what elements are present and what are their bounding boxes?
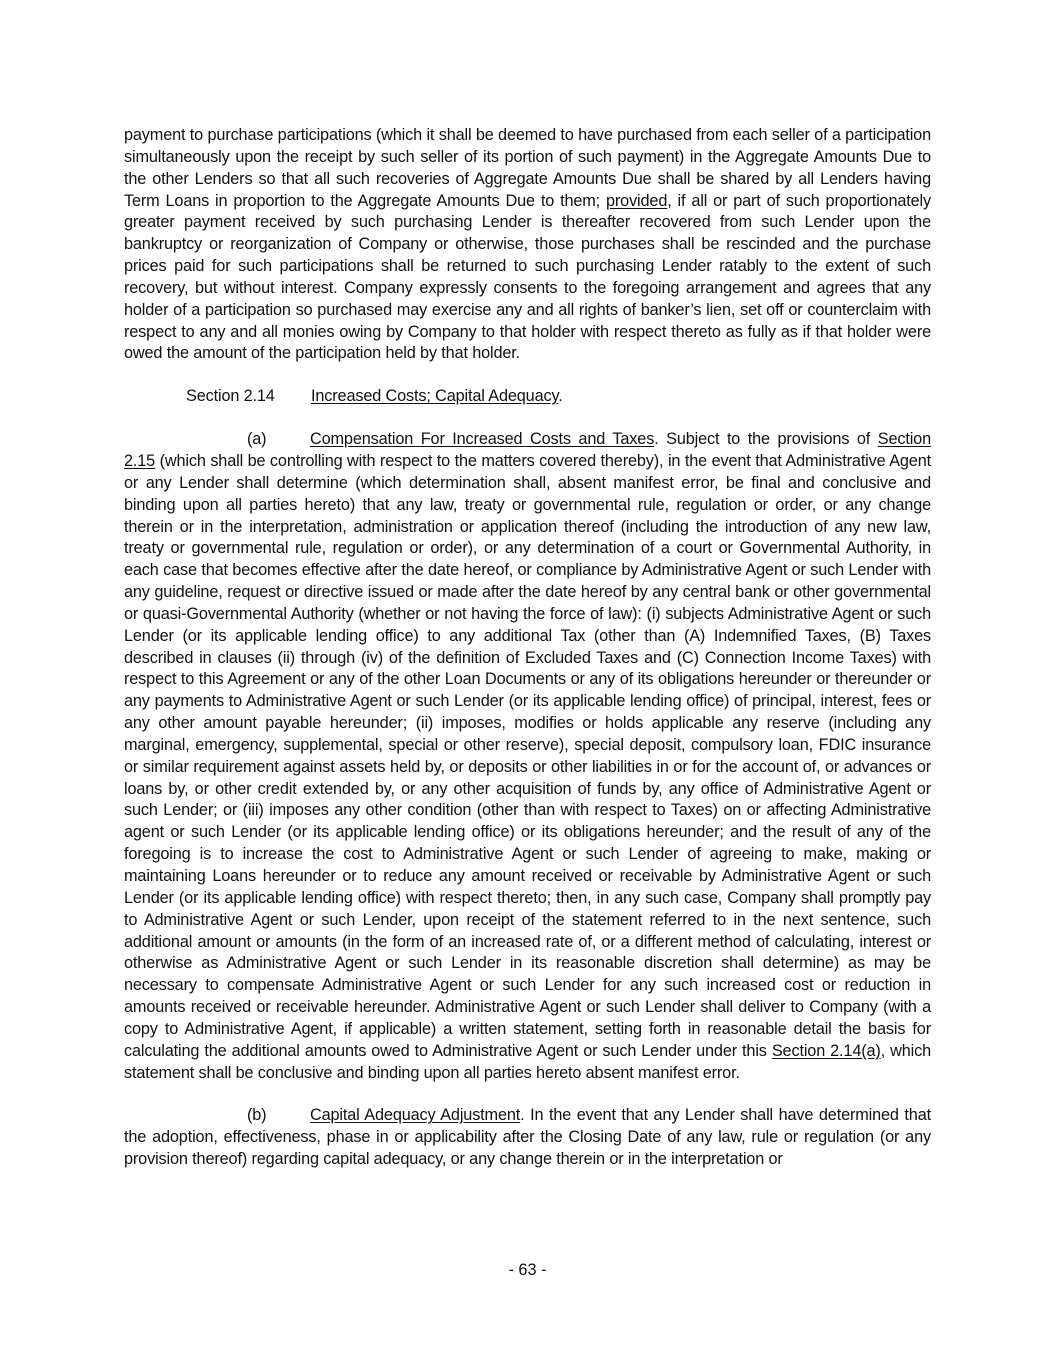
subsection-b-body: . In the event that any Lender shall have determined that the adoption, effectiveness, phase in or applicability after the Closing Date of any law, rule or regulation (or any provision thereof) regarding capital adequacy, or any change therein or in the interpretation or <box>124 1106 931 1169</box>
provided-term: provided <box>605 191 668 210</box>
section-title: Increased Costs; Capital Adequacy <box>311 387 559 406</box>
subsection-a-body-end: , which statement shall be conclusive and binding upon all parties hereto absent manifest error. <box>124 1041 931 1082</box>
subsection-a <box>124 429 931 1084</box>
subsection-a-lead: . Subject to the provisions of <box>654 430 878 449</box>
section-title-period: . <box>558 387 563 406</box>
subsection-a-label: (a) <box>247 430 267 449</box>
page-number: - 63 - <box>508 1261 547 1279</box>
section-heading <box>124 386 931 408</box>
subsection-a-heading: Compensation For Increased Costs and Taxes <box>310 430 655 449</box>
intro-text: payment to purchase participations (which it shall be deemed to have purchased from each seller of a participation simultaneously upon the receipt by such seller of its portion of such payment) in the Aggregate Amounts Due to the other Lenders so that all such recoveries of Aggregate Amounts Due shall be shared by all Lenders having Term Loans in proportion to the Aggregate Amounts Due to them; <box>124 126 931 210</box>
intro-text-continued: , if all or part of such proportionately greater payment received by such purchasing Lender is thereafter recovered from such Lender upon the bankruptcy or reorganization of Company or otherwise, those purchases shall be rescinded and the purchase prices paid for such participations shall be returned to such purchasing Lender ratably to the extent of such recovery, but without interest. Company expressly consents to the foregoing arrangement and agrees that any holder of a participation so purchased may exercise any and all rights of banker’s lien, set off or counterclaim with respect to any and all monies owing by Company to that holder with respect thereto as fully as if that holder were owed the amount of the participation held by that holder. <box>124 191 932 363</box>
subsection-b <box>124 1105 931 1171</box>
section-number: Section 2.14 <box>186 387 275 406</box>
subsection-b-heading: Capital Adequacy Adjustment <box>310 1106 521 1125</box>
document-page <box>124 125 931 1171</box>
subsection-b-label: (b) <box>247 1106 267 1125</box>
paragraph-intro <box>124 125 931 365</box>
subsection-a-body: (which shall be controlling with respect to the matters covered thereby), in the event that Administrative Agent or any Lender shall determine (which determination shall, absent manifest error, be final and conclusive and binding upon all parties hereto) that any law, treaty or governmental rule, regulation or order, or any change therein or in the interpretation, administration or application thereof (including the introduction of any new law, treaty or governmental rule, regulation or order), or any determination of a court or Governmental Authority, in each case that becomes effective after the date hereof, or compliance by Administrative Agent or such Lender with any guideline, request or directive issued or made after the date hereof by any central bank or other governmental or quasi-Governmental Authority (whether or not having the force of law): (i) subjects Administrative Agent or such Lender (or its applicable lending office) to any additional Tax (other than (A) Indemnified Taxes, (B) Taxes described in clauses (ii) through (iv) of the definition of Excluded Taxes and (C) Connection Income Taxes) with respect to this Agreement or any of the other Loan Documents or any of its obligations hereunder or thereunder or any payments to Administrative Agent or such Lender (or its applicable lending office) of principal, interest, fees or any other amount payable hereunder; (ii) imposes, modifies or holds applicable any reserve (including any marginal, emergency, supplemental, special or other reserve), special deposit, compulsory loan, FDIC insurance or similar requirement against assets held by, or deposits or other liabilities in or for the account of, or advances or loans by, or other credit extended by, or any other acquisition of funds by, any office of Administrative Agent or such Lender; or (iii) imposes any other condition (other than with respect to Taxes) on or affecting Administrative agent or such Lender (or its applicable lending office) or its obligations hereunder; and the result of any of the foregoing is to increase the cost to Administrative Agent or such Lender of agreeing to make, making or maintaining Loans hereunder or to reduce any amount received or receivable by Administrative Agent or such Lender (or its applicable lending office) with respect thereto; then, in any such case, Company shall promptly pay to Administrative Agent or such Lender, upon receipt of the statement referred to in the next sentence, such additional amount or amounts (in the form of an increased rate of, or a different method of calculating, interest or otherwise as Administrative Agent or such Lender in its reasonable discretion shall determine) as may be necessary to compensate Administrative Agent or such Lender for any such increased cost or reduction in amounts received or receivable hereunder. Administrative Agent or such Lender shall deliver to Company (with a copy to Administrative Agent, if applicable) a written statement, setting forth in reasonable detail the basis for calculating the additional amounts owed to Administrative Agent or such Lender under this <box>124 451 931 1060</box>
section-2-14a-reference: Section 2.14(a) <box>771 1041 881 1060</box>
section-2-15-reference: Section 2.15 <box>124 430 931 470</box>
